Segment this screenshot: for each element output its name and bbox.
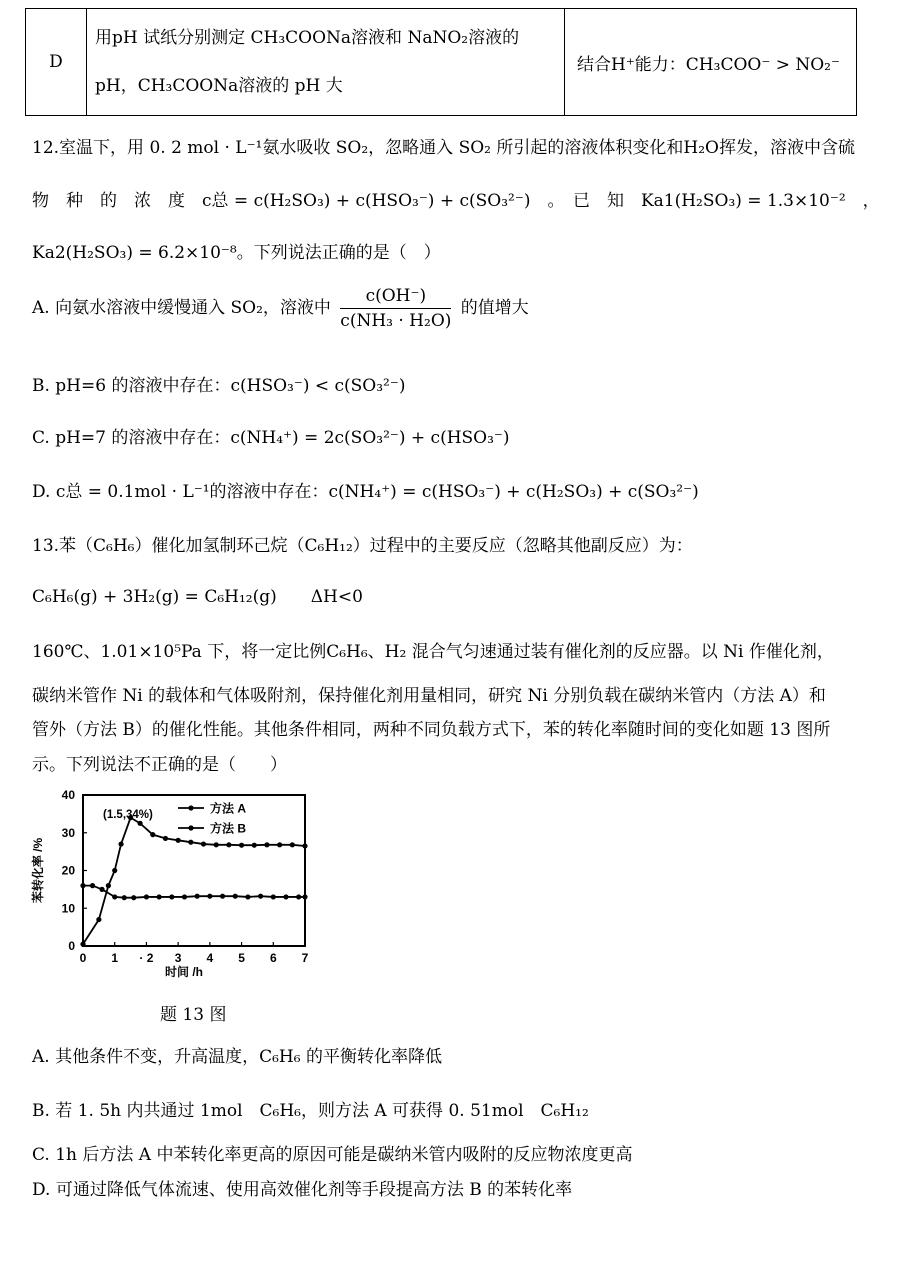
- q12-stem-line-1: 12.室温下，用 0. 2 mol · L⁻¹氨水吸收 SO₂，忽略通入 SO₂ 所引起的溶液体积变化和H₂O挥发，溶液中含硫: [32, 138, 855, 158]
- y-tick-label: 10: [61, 901, 75, 916]
- data-point: [112, 894, 117, 899]
- data-point: [163, 836, 168, 841]
- q12-option-a: [32, 286, 529, 331]
- data-point: [207, 894, 212, 899]
- q13-stem-line-1: 13.苯（C₆H₆）催化加氢制环己烷（C₆H₁₂）过程中的主要反应（忽略其他副反应）为：: [32, 536, 693, 556]
- data-point: [258, 894, 263, 899]
- data-point: [122, 895, 127, 900]
- data-point: [226, 842, 231, 847]
- q13-option-c: C. 1h 后方法 A 中苯转化率更高的原因可能是碳纳米管内吸附的反应物浓度更高: [32, 1145, 633, 1165]
- data-point: [80, 883, 85, 888]
- peak-annotation: (1.5,34%): [103, 809, 153, 821]
- y-tick-label: 30: [61, 825, 75, 840]
- data-point: [106, 883, 111, 888]
- data-point: [118, 841, 123, 846]
- q12-option-c: C. pH=7 的溶液中存在：c(NH₄⁺) = 2c(SO₃²⁻) + c(HSO₃⁻): [32, 428, 510, 448]
- data-point: [80, 942, 85, 947]
- x-tick-label: 3: [174, 951, 182, 965]
- y-axis-label: 苯转化率 /%: [31, 837, 45, 904]
- data-point: [150, 832, 155, 837]
- data-point: [245, 894, 250, 899]
- x-tick-label: 5: [238, 951, 245, 965]
- x-tick-label: 6: [269, 951, 277, 965]
- q12-option-a-suffix: 的值增大: [460, 298, 529, 318]
- q12-option-a-prefix: A. 向氨水溶液中缓慢通入 SO₂，溶液中: [32, 298, 331, 318]
- fraction-denominator: c(NH₃ · H₂O): [340, 311, 452, 331]
- data-point: [112, 868, 117, 873]
- legend-label: 方法 A: [210, 801, 247, 816]
- data-point: [264, 842, 269, 847]
- legend-marker: [188, 825, 193, 830]
- q13-reaction-equation: C₆H₆(g) + 3H₂(g) = C₆H₁₂(g) ΔH<0: [32, 587, 363, 607]
- q12-option-a-fraction: [340, 286, 451, 331]
- data-point: [131, 895, 136, 900]
- q12-option-d: D. c总 = 0.1mol · L⁻¹的溶液中存在：c(NH₄⁺) = c(HSO₃⁻) + c(H₂SO₃) + c(SO₃²⁻): [32, 482, 699, 502]
- q12-stem-line-2: 物 种 的 浓 度 c总 = c(H₂SO₃) + c(HSO₃⁻) + c(SO₃²⁻) 。 已 知 Ka1(H₂SO₃) = 1.3×10⁻² ，: [32, 191, 880, 211]
- conversion-rate-chart: [28, 786, 328, 986]
- data-point: [144, 894, 149, 899]
- data-point: [214, 842, 219, 847]
- data-point: [137, 821, 142, 826]
- data-point: [239, 843, 244, 848]
- data-point: [252, 843, 257, 848]
- q13-paragraph-line-2: 碳纳米管作 Ni 的载体和气体吸附剂，保持催化剂用量相同，研究 Ni 分别负载在碳纳米管内（方法 A）和: [32, 686, 826, 706]
- data-point: [220, 894, 225, 899]
- x-axis-label: 时间 /h: [165, 965, 203, 979]
- q13-option-b: B. 若 1. 5h 内共通过 1mol C₆H₆，则方法 A 可获得 0. 51mol C₆H₁₂: [32, 1101, 589, 1121]
- data-point: [277, 842, 282, 847]
- data-point: [96, 917, 101, 922]
- x-tick-label: 7: [301, 951, 309, 965]
- operation-line-2: pH，CH₃COONa溶液的 pH 大: [95, 76, 343, 96]
- fraction-numerator: c(OH⁻): [340, 286, 451, 309]
- q12-stem-line-3: Ka2(H₂SO₃) = 6.2×10⁻⁸。下列说法正确的是（ ）: [32, 243, 441, 263]
- q12-option-b: B. pH=6 的溶液中存在：c(HSO₃⁻) < c(SO₃²⁻): [32, 376, 406, 396]
- q13-paragraph-line-1: 160℃、1.01×10⁵Pa 下，将一定比例C₆H₆、H₂ 混合气匀速通过装有催化剂的反应器。以 Ni 作催化剂，: [32, 642, 834, 662]
- data-point: [201, 841, 206, 846]
- y-tick-label: 20: [61, 863, 75, 878]
- operation-cell: [87, 9, 565, 116]
- x-tick-label: · 2: [139, 951, 154, 965]
- data-point: [99, 887, 104, 892]
- q13-paragraph-line-3: 管外（方法 B）的催化性能。其他条件相同，两种不同负载方式下，苯的转化率随时间的变化如题 13 图所: [32, 720, 831, 740]
- data-point: [302, 894, 307, 899]
- data-point: [195, 894, 200, 899]
- figure-caption: 题 13 图: [160, 1005, 227, 1025]
- series-line-method-a: [83, 818, 305, 944]
- x-tick-label: 4: [206, 951, 214, 965]
- operation-line-1: 用pH 试纸分别测定 CH₃COONa溶液和 NaNO₂溶液的: [95, 28, 520, 48]
- data-point: [176, 838, 181, 843]
- data-point: [271, 894, 276, 899]
- legend-label: 方法 B: [210, 821, 247, 836]
- q13-option-a: A. 其他条件不变，升高温度，C₆H₆ 的平衡转化率降低: [32, 1047, 442, 1067]
- data-point: [290, 842, 295, 847]
- y-tick-label: 40: [61, 788, 75, 802]
- option-label-cell: D: [26, 9, 87, 116]
- data-point: [283, 894, 288, 899]
- data-point: [188, 840, 193, 845]
- data-point: [233, 894, 238, 899]
- data-point: [296, 894, 301, 899]
- data-point: [182, 894, 187, 899]
- q13-option-d: D. 可通过降低气体流速、使用高效催化剂等手段提高方法 B 的苯转化率: [32, 1180, 573, 1200]
- answer-table: [25, 8, 857, 116]
- q13-paragraph-line-4: 示。下列说法不正确的是（ ）: [32, 755, 287, 775]
- data-point: [302, 843, 307, 848]
- data-point: [157, 894, 162, 899]
- data-point: [169, 894, 174, 899]
- x-tick-label: 0: [79, 951, 87, 965]
- conclusion-cell: 结合H⁺能力：CH₃COO⁻ > NO₂⁻: [565, 9, 857, 116]
- y-tick-label: 0: [68, 939, 75, 953]
- data-point: [90, 883, 95, 888]
- x-tick-label: 1: [111, 951, 119, 965]
- legend-marker: [188, 805, 193, 810]
- table-row: [26, 9, 857, 116]
